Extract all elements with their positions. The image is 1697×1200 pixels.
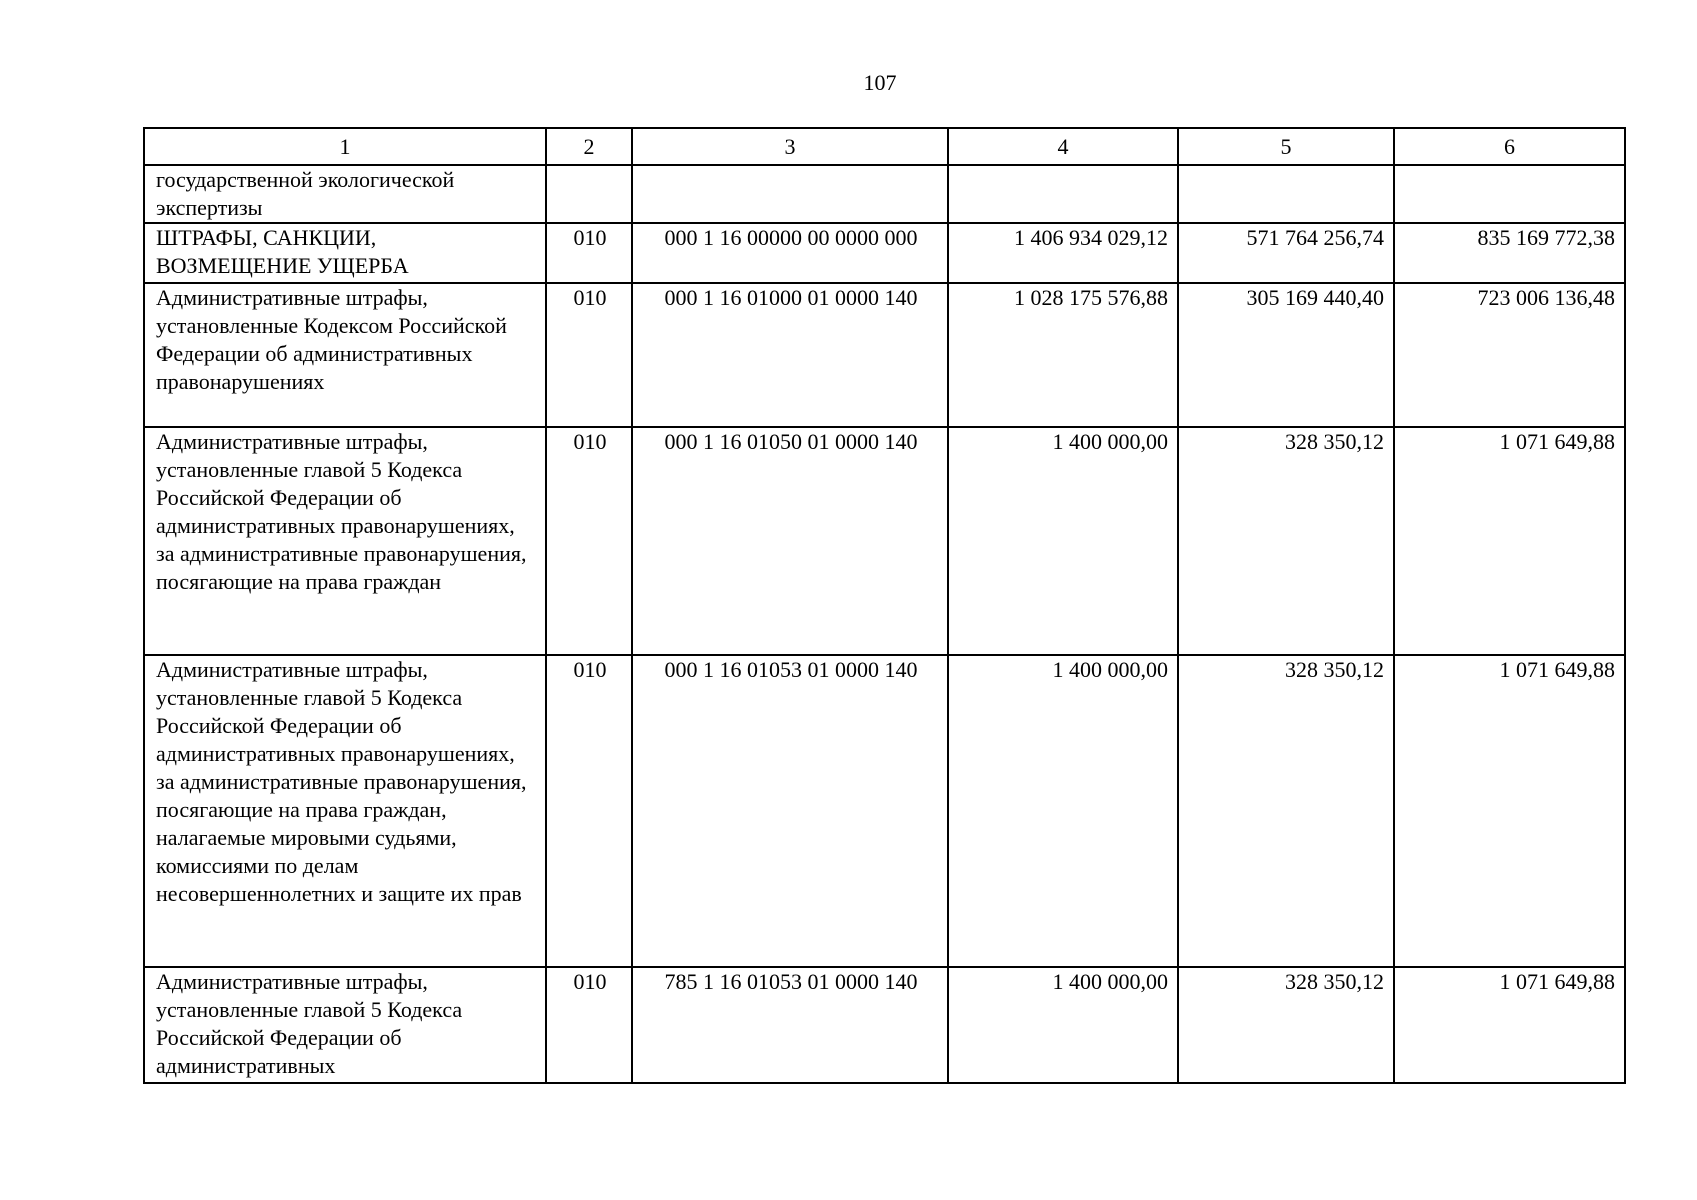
table-row bbox=[144, 283, 1625, 427]
row-code bbox=[546, 165, 632, 223]
column-header: 5 bbox=[1178, 128, 1394, 165]
column-header: 3 bbox=[632, 128, 948, 165]
row-value-col5: 571 764 256,74 bbox=[1178, 223, 1394, 283]
column-header: 1 bbox=[144, 128, 546, 165]
row-code: 010 bbox=[546, 223, 632, 283]
row-value-col4: 1 400 000,00 bbox=[948, 967, 1178, 1083]
row-value-col6: 1 071 649,88 bbox=[1394, 967, 1625, 1083]
header-row bbox=[144, 128, 1625, 165]
row-kbk bbox=[632, 165, 948, 223]
row-name: ШТРАФЫ, САНКЦИИ, ВОЗМЕЩЕНИЕ УЩЕРБА bbox=[144, 223, 546, 283]
row-code: 010 bbox=[546, 655, 632, 967]
page-number: 107 bbox=[863, 70, 897, 95]
row-value-col6 bbox=[1394, 165, 1625, 223]
row-value-col6: 1 071 649,88 bbox=[1394, 427, 1625, 655]
row-kbk: 000 1 16 01000 01 0000 140 bbox=[632, 283, 948, 427]
row-name: Административные штрафы, установленные Кодексом Российской Федерации об административных правонарушениях bbox=[144, 283, 546, 427]
row-name: Административные штрафы, установленные главой 5 Кодекса Российской Федерации об административных правонарушениях, за административные правонарушения, посягающие на права граждан, налагаемые мировыми судьями, комиссиями по делам несовершеннолетних и защите их прав bbox=[144, 655, 546, 967]
table-row bbox=[144, 967, 1625, 1083]
table-row bbox=[144, 655, 1625, 967]
row-value-col4 bbox=[948, 165, 1178, 223]
budget-table bbox=[143, 127, 1626, 1084]
column-header: 2 bbox=[546, 128, 632, 165]
row-value-col5: 328 350,12 bbox=[1178, 427, 1394, 655]
row-code: 010 bbox=[546, 967, 632, 1083]
row-value-col4: 1 028 175 576,88 bbox=[948, 283, 1178, 427]
table-row bbox=[144, 165, 1625, 223]
row-value-col6: 723 006 136,48 bbox=[1394, 283, 1625, 427]
row-value-col4: 1 406 934 029,12 bbox=[948, 223, 1178, 283]
row-value-col5: 305 169 440,40 bbox=[1178, 283, 1394, 427]
row-kbk: 000 1 16 00000 00 0000 000 bbox=[632, 223, 948, 283]
table-row bbox=[144, 223, 1625, 283]
row-value-col5: 328 350,12 bbox=[1178, 655, 1394, 967]
row-code: 010 bbox=[546, 427, 632, 655]
column-header: 6 bbox=[1394, 128, 1625, 165]
row-kbk: 000 1 16 01053 01 0000 140 bbox=[632, 655, 948, 967]
row-value-col5: 328 350,12 bbox=[1178, 967, 1394, 1083]
column-header: 4 bbox=[948, 128, 1178, 165]
row-kbk: 785 1 16 01053 01 0000 140 bbox=[632, 967, 948, 1083]
table-row bbox=[144, 427, 1625, 655]
row-value-col4: 1 400 000,00 bbox=[948, 655, 1178, 967]
row-kbk: 000 1 16 01050 01 0000 140 bbox=[632, 427, 948, 655]
row-name: Административные штрафы, установленные главой 5 Кодекса Российской Федерации об административных правонарушениях, за административные правонарушения, посягающие на права граждан bbox=[144, 427, 546, 655]
row-value-col5 bbox=[1178, 165, 1394, 223]
row-value-col6: 835 169 772,38 bbox=[1394, 223, 1625, 283]
row-code: 010 bbox=[546, 283, 632, 427]
row-name: Административные штрафы, установленные главой 5 Кодекса Российской Федерации об административных bbox=[144, 967, 546, 1083]
row-value-col6: 1 071 649,88 bbox=[1394, 655, 1625, 967]
row-value-col4: 1 400 000,00 bbox=[948, 427, 1178, 655]
row-name: государственной экологической экспертизы bbox=[144, 165, 546, 223]
